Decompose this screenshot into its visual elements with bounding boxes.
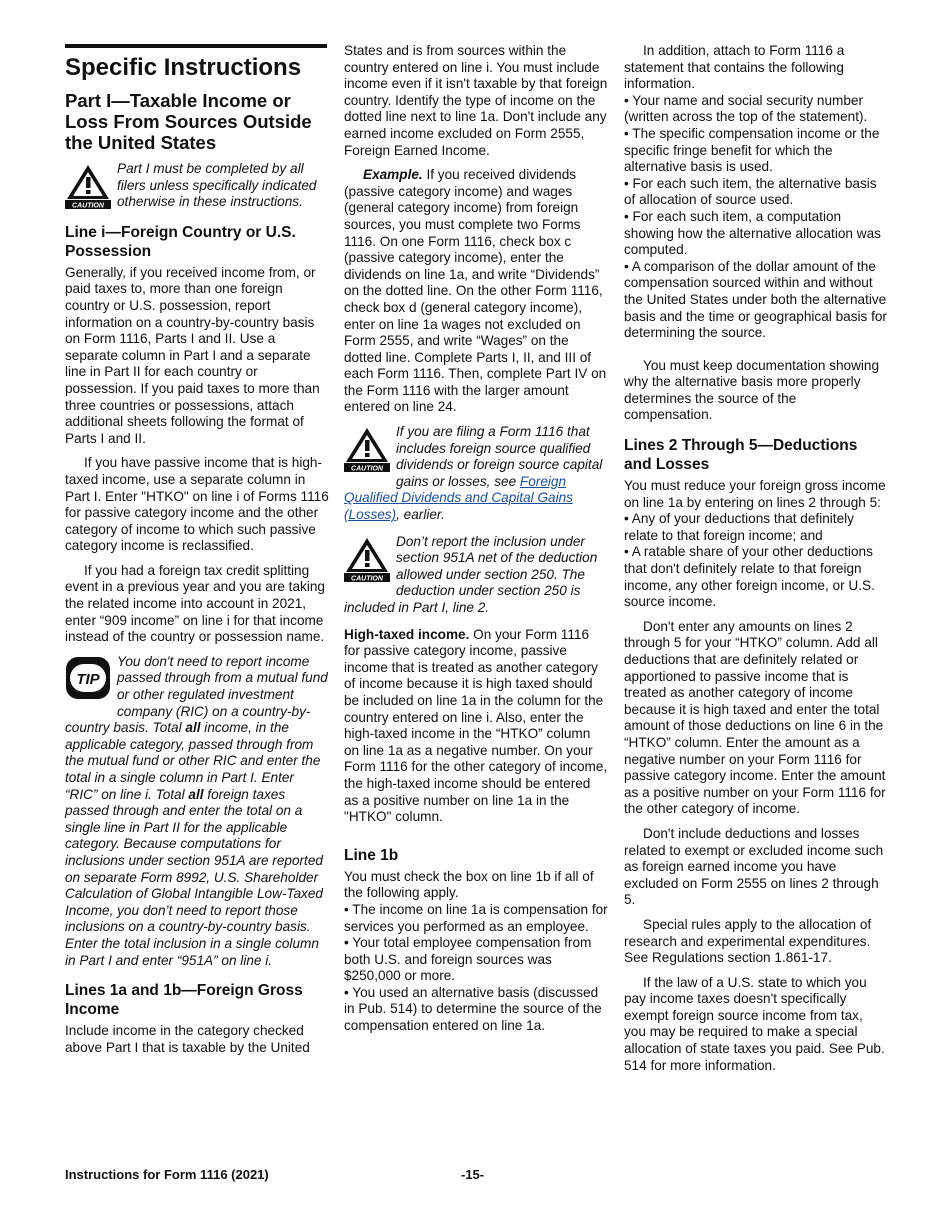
line-1b-title: Line 1b xyxy=(344,846,399,864)
caution-icon-label: CAUTION xyxy=(351,575,383,582)
high-taxed-income-paragraph xyxy=(344,627,608,826)
column-1 xyxy=(65,40,329,1064)
htko-deductions-paragraph: Don't enter any amounts on lines 2 through 5 for your “HTKO” column. Add all deductions that are definitely related or apportioned to passive income that is treated as another category of income because it is high taxed and enter the total amount of those deductions on line 6 in the “HTKO” column. Enter the amount as a negative number on your Form 1116 for passive category income. Enter the amount as a positive number on your Form 1116 for the other category of income. xyxy=(624,618,886,817)
footer-form-title: Instructions for Form 1116 (2021) xyxy=(65,1167,269,1182)
caution-icon-label: CAUTION xyxy=(72,202,104,209)
example-lead: Example. xyxy=(363,167,423,183)
qualified-dividends-link[interactable]: Foreign Qualified Dividends and Capital Gains (Losses) xyxy=(344,473,573,523)
caution-2-text-b: , earlier. xyxy=(396,507,445,523)
caution-icon xyxy=(65,163,111,214)
line-i-paragraph-2: If you have passive income that is high-taxed income, use a separate column in Part I. Enter "HTKO" on line i of Forms 1116 for passive category income and the other category of income to which such passive category income is reclassified. xyxy=(65,455,329,554)
line-i-paragraph-3: If you had a foreign tax credit splitting event in a previous year and you are taking the related income into account in 2021, enter “909 income” on line i for that income instead of the country or possession name. xyxy=(65,562,325,645)
line-1b-intro: You must check the box on line 1b if all of the following apply. xyxy=(344,868,594,901)
heading-rule xyxy=(65,44,327,48)
caution-note-qualified-dividends xyxy=(344,424,608,524)
tip-icon-label: TIP xyxy=(76,670,100,688)
tip-note-ric xyxy=(65,654,329,969)
caution-text: Part I must be completed by all filers unless specifically indicated otherwise in these instructions. xyxy=(117,161,317,210)
tip-text-bold-all-1: all xyxy=(185,720,201,736)
caution-2-text-a: If you are filing a Form 1116 that includes foreign source qualified dividends or foreign source capital gains or losses, see xyxy=(396,424,603,489)
documentation-paragraph: You must keep documentation showing why the alternative basis more properly determines the source of the compensation. xyxy=(624,357,880,423)
tip-text-c: income, in the applicable category, passed through from the mutual fund or other RIC and enter the total in a single column in Part I. Enter “RIC” on line i. Total xyxy=(65,720,321,802)
continued-paragraph: States and is from sources within the country entered on line i. You must include income even if it isn't taxable by that foreign country. Identify the type of income on the dotted line next to line 1a. Don't include any earned income excluded on Form 2555, Foreign Earned Income. xyxy=(344,43,608,158)
excluded-income-paragraph: Don't include deductions and losses related to exempt or excluded income such as foreign earned income you have excluded on Form 2555 on lines 2 through 5. xyxy=(624,825,884,908)
lines-1a-1b-paragraph: Include income in the category checked above Part I that is taxable by the United xyxy=(65,1023,310,1055)
line-1b-bullet: • You used an alternative basis (discussed in Pub. 514) to determine the source of the compensation entered on line 1a. xyxy=(344,985,608,1035)
lines-2-5-bullet: • Any of your deductions that definitely relate to that foreign income; and xyxy=(624,511,888,544)
research-expenditures-paragraph: Special rules apply to the allocation of research and experimental expenditures. See Regulations section 1.861-17. xyxy=(624,916,872,966)
high-taxed-income-lead: High-taxed income. xyxy=(344,626,470,642)
page-number: -15- xyxy=(461,1167,485,1182)
column-3 xyxy=(624,43,888,1082)
line-i-paragraph-1: Generally, if you received income from, or paid taxes to, more than one foreign country or U.S. possession, report information on a country-by-country basis on Form 1116, Parts I and II. Use a separate column in Part I and a separate line in Part II for each country or possession. If you paid taxes to more than three countries or possessions, attach additional sheets following the format of Parts I and II. xyxy=(65,264,320,446)
caution-icon xyxy=(344,426,390,477)
lines-2-5-bullet: • A ratable share of your other deductions that don't definitely relate to that foreign income, any other foreign income, or U.S. source income. xyxy=(624,544,888,610)
tip-text-bold-all-2: all xyxy=(188,786,204,802)
high-taxed-income-text: On your Form 1116 for passive category income, passive income that is treated as another category of income because it is high taxed should be included on line 1a in the column for the country entered on line i. Also, enter the high-taxed income in the “HTKO” column on line 1a as a negative number. On your Form 1116 for the other category of income, the high-taxed income should be entered as a positive number on line 1a in the "HTKO" column. xyxy=(344,626,608,825)
page-title: Specific Instructions xyxy=(65,54,302,81)
tip-icon xyxy=(65,656,111,705)
statement-bullet: • For each such item, a computation showing how the alternative allocation was computed. xyxy=(624,209,888,259)
tip-text-a: You don't need to report income passed through from a mutual fund or other regulated investment company (RIC) on a country-by-country basis. Total xyxy=(65,653,328,736)
statement-bullet: • Your name and social security number (written across the top of the statement). xyxy=(624,93,888,126)
tip-text-e: foreign taxes passed through and enter the total on a single line in Part II for the applicable category. Because computations for inclusions under section 951A are reported on separate Form 8992, U.S. Shareholder Calculation of Global Intangible Low-Taxed Income, you don’t need to report those inclusions on a country-by-country basis. Enter the total inclusion in a single column in Part I and enter “951A” on line i. xyxy=(65,786,323,968)
statement-bullet: • For each such item, the alternative basis of allocation of source used. xyxy=(624,176,888,209)
statement-bullet: • The specific compensation income or the specific fringe benefit for which the alternative basis is used. xyxy=(624,126,888,176)
line-1b-bullet: • Your total employee compensation from both U.S. and foreign sources was $250,000 or more. xyxy=(344,935,608,985)
statement-bullet: • A comparison of the dollar amount of the compensation sourced within and without the United States under both the alternative basis and the time or geographical basis for determining the source. xyxy=(624,259,888,342)
part-i-title: Part I—Taxable Income or Loss From Sources Outside the United States xyxy=(65,90,312,153)
caution-icon xyxy=(344,536,390,587)
caution-3-text: Don’t report the inclusion under section 951A net of the deduction allowed under section 250. The deduction under section 250 is included in Part I, line 2. xyxy=(344,533,598,615)
state-taxes-paragraph: If the law of a U.S. state to which you pay income taxes doesn't specifically exempt foreign source income from tax, you may be required to make a special allocation of state taxes you paid. See Pub. 514 for more information. xyxy=(624,974,885,1073)
line-1b-bullet: • The income on line 1a is compensation for services you performed as an employee. xyxy=(344,902,608,935)
caution-note-section-951a xyxy=(344,534,608,617)
example-paragraph xyxy=(344,167,608,416)
caution-icon-label: CAUTION xyxy=(351,465,383,473)
example-text: If you received dividends (passive category income) and wages (general category income) from foreign sources, you must complete two Forms 1116. On one Form 1116, check box c (passive category income), enter the dividends on line 1a, and write “Dividends” on the dotted line. On the other Form 1116, check box d (general category income), enter on line 1a wages not excluded on Form 2555, and write “Wages” on the dotted line. Complete Parts I, II, and III of each Form 1116. Then, complete Part IV on the Form 1116 with the larger amount entered on line 24. xyxy=(344,167,607,415)
lines-2-5-intro: You must reduce your foreign gross income on line 1a by entering on lines 2 through 5: xyxy=(624,478,886,510)
lines-1a-1b-title: Lines 1a and 1b—Foreign Gross Income xyxy=(65,982,303,1019)
line-i-title: Line i—Foreign Country or U.S. Possession xyxy=(65,223,296,260)
caution-note-part-i xyxy=(65,161,329,211)
statement-intro: In addition, attach to Form 1116 a statement that contains the following information. xyxy=(624,43,845,92)
column-2 xyxy=(344,43,608,1035)
lines-2-5-title: Lines 2 Through 5—Deductions and Losses xyxy=(624,437,858,474)
